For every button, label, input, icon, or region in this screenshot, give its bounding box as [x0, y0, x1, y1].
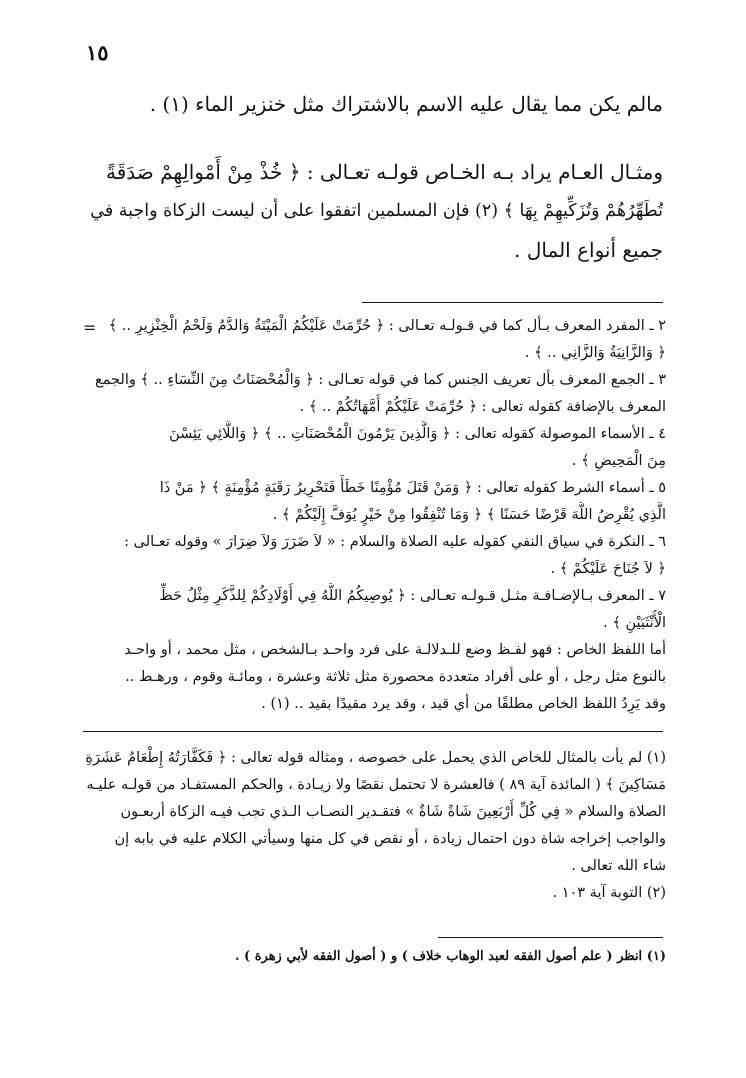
- continuation-mark: =: [83, 318, 97, 337]
- footnote-line: مَسَاكِينَ ﴾ ( المائدة آية ٨٩ ) فالعشرة لا تحتمل نقصًا ولا زيـادة ، والحكم المستفـاد من قولـه عليـه: [86, 777, 666, 793]
- page-number: ١٥: [86, 40, 109, 65]
- footnote-line: (٢) التوبة آية ١٠٣ .: [552, 885, 666, 901]
- bottom-note-text: (١) انظر ( علم أصول الفقه لعبد الوهاب خلاف ) و ( أصول الفقه لأبي زهرة ) .: [234, 949, 666, 964]
- footnote-line: وقد يَرِدُ اللفظ الخاص مطلقًا من أي قيد ، وقد يرد مقيدًا بقيد .. (١) .: [261, 696, 666, 712]
- footnote-line: ٦ ـ النكرة في سياق النفي كقوله عليه الصلاة والسلام : « لاَ ضَرَرَ وَلاَ ضِرَارَ » وقوله تعـالى :: [124, 534, 666, 550]
- footnote-line: أما اللفظ الخاص : فهو لفـظ وضع للـدلالـة على فرد واحـد بـالشخص ، مثل محمد ، أو واحـد: [124, 642, 666, 658]
- footnote-line: ٧ ـ المعرف بـالإضـافـة مثـل قـولـه تعـالى : ﴿ يُوصِيكُمُ اللَّهُ فِي أَوْلَادِكُمْ لِلذَّكَرِ مِثْلُ حَظِّ: [159, 588, 666, 604]
- main-text: [88, 0, 663, 270]
- bottom-note: [83, 943, 666, 971]
- footnote-line: ٣ ـ الجمع المعرف بأل تعريف الجنس كما في قوله تعـالى : ﴿ وَالْمُحْصَنَاتُ مِنَ النِّسَاءِ .. ﴾ والجمع: [94, 372, 666, 388]
- main-line: مالم يكن مما يقال عليه الاسم بالاشتراك مثل خنزير الماء (١) .: [149, 92, 663, 116]
- footnote-line: والواجب إخراجه شاة دون احتمال زيادة ، أو نقص في كل منها وسيأتي الكلام عليه في بابه إن: [114, 831, 666, 847]
- footnote-line: ﴿ لاَ جُنَاحَ عَلَيْكُمْ ﴾ .: [550, 561, 666, 577]
- footnote-continuation: [83, 313, 666, 718]
- footnote-line: بالنوع مثل رجل ، أو على أفراد متعددة محصورة مثل ثلاثة وعشرة ، ومائـة وقوم ، ورهـط ..: [125, 669, 666, 685]
- main-line: ومثـال العـام يراد بـه الخـاص قولـه تعـالى : ﴿ خُذْ مِنْ أَمْوالِهِمْ صَدَقَةً: [105, 160, 663, 184]
- footnote-line: المعرف بالإضافة كقوله تعالى : ﴿ حُرِّمَتْ عَلَيْكُمْ أُمَّهَاتُكُمْ .. ﴾ .: [299, 399, 666, 415]
- footnote-line: ٢ ـ المفرد المعرف بـأل كما في قـولـه تعـالى : ﴿ حُرِّمَتْ عَلَيْكُمُ الْمَيْتَةُ وَالدَّمُ وَلَحْمُ الْخِنْزِيرِ .. ﴾: [108, 318, 666, 334]
- main-line: جميع أنواع المال .: [514, 238, 663, 262]
- footnotes: [83, 745, 666, 907]
- footnote-line: الْأُنْثَيَيْنِ ﴾ .: [603, 615, 666, 631]
- footnote-line: الَّذِي يُقْرِضُ اللَّهَ قَرْضًا حَسَنًا ﴾ ﴿ وَمَا تُنْفِقُوا مِنْ خَيْرٍ يُوَفَّ إِلَيْكُمْ ﴾ .: [272, 507, 666, 523]
- separator-line: [362, 302, 663, 303]
- separator-line: [83, 731, 663, 732]
- footnote-line: (١) لم يأت بالمثال للخاص الذي يحمل على خصوصه ، ومثاله قوله تعالى : ﴿ فَكَفَّارَتُهُ إِطْعَامُ عَشَرَةِ: [85, 750, 666, 766]
- footnote-line: الصلاة والسلام « فِي كُلِّ أَرْبَعِينَ شَاةً شَاةٌ » فتقـدير النصـاب الـذي تجب فيـه الزكاة أربعـون: [120, 804, 666, 820]
- footnote-line: ﴿ وَالزَّانِيَةُ وَالزَّانِي .. ﴾ .: [524, 345, 666, 361]
- main-line: تُطَهِّرُهُمْ وَتُزَكِّيهِمْ بِهَا ﴾ (٢) فإن المسلمين اتفقوا على أن ليست الزكاة واجبة في: [90, 201, 663, 221]
- footnote-line: مِنَ الْمَحِيضِ ﴾ .: [571, 453, 666, 469]
- footnote-line: شاء الله تعالى .: [571, 858, 666, 874]
- footnote-line: ٤ ـ الأسماء الموصولة كقوله تعالى : ﴿ وَالَّذِينَ يَرْمُونَ الْمُحْصَنَاتِ .. ﴾ ﴿ وَاللَّائِي يَئِسْنَ: [169, 426, 666, 442]
- footnote-line: ٥ ـ أسماء الشرط كقوله تعالى : ﴿ وَمَنْ قَتَلَ مُؤْمِنًا خَطَأً فَتَحْرِيرُ رَقَبَةٍ مُؤْمِنَةٍ ﴾ ﴿ مَنْ ذَا: [159, 480, 666, 496]
- separator-line: [438, 937, 663, 938]
